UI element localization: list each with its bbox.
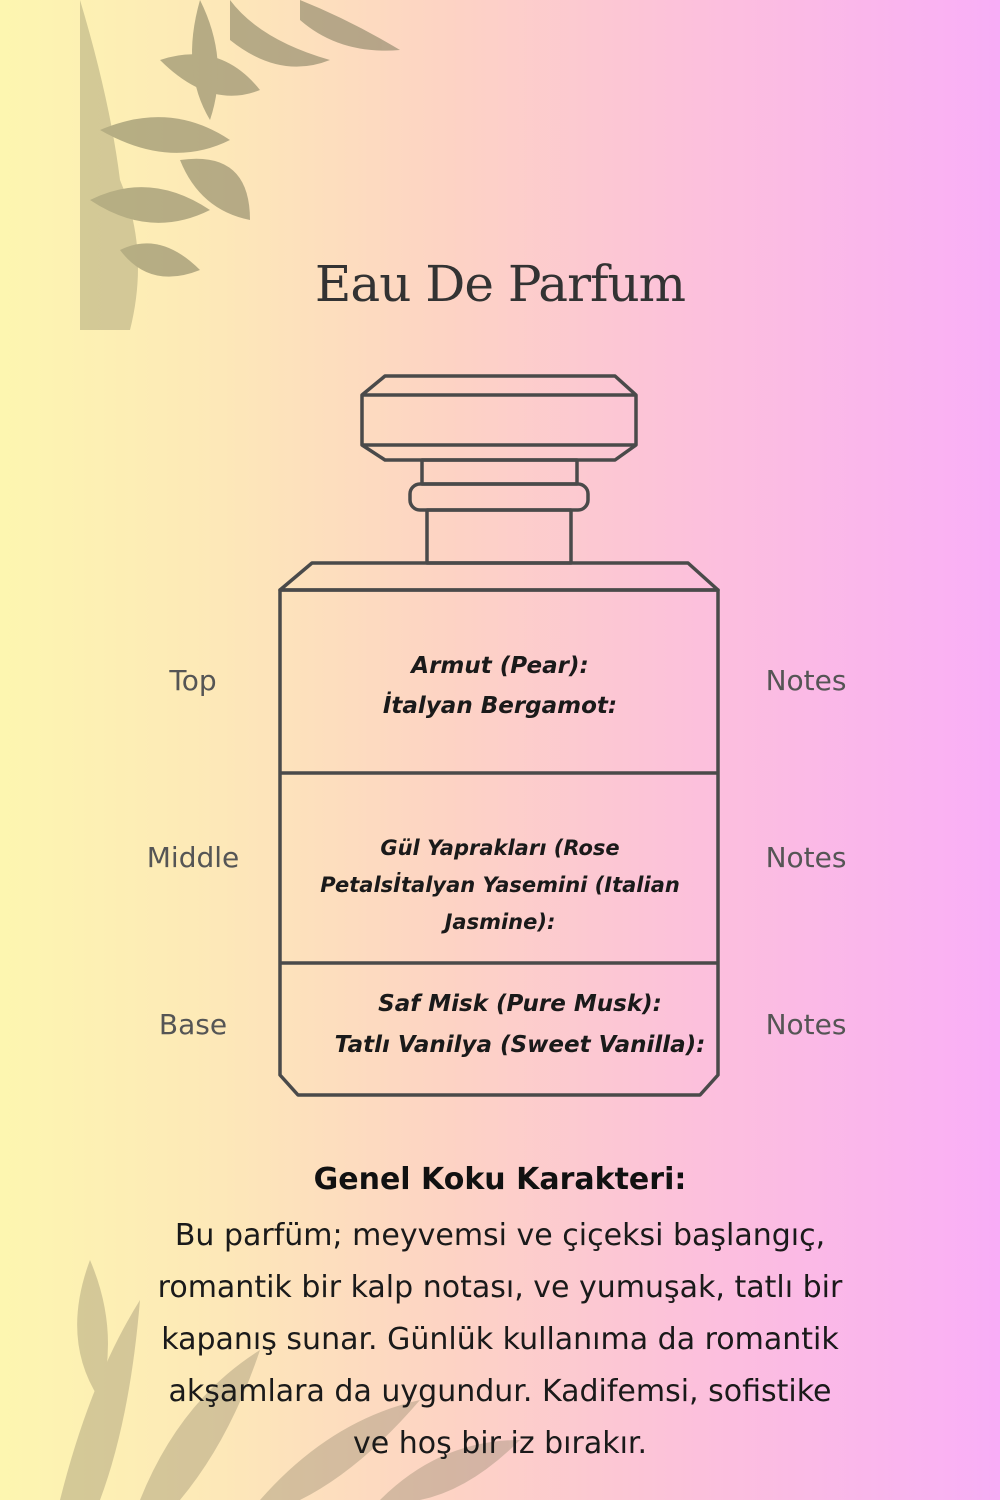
top-notes-label: Notes — [765, 664, 847, 697]
top-label: Top — [169, 664, 217, 697]
middle-notes-label: Notes — [765, 841, 847, 874]
base-notes-label: Notes — [765, 1008, 847, 1041]
bottle-shoulder — [280, 563, 718, 590]
description-heading: Genel Koku Karakteri: — [313, 1162, 687, 1197]
bottle-cap — [362, 376, 636, 460]
base-notes: Saf Misk (Pure Musk): Tatlı Vanilya (Sweet Vanilla): — [334, 991, 706, 1058]
middle-notes: Gül Yaprakları (Rose Petalsİtalyan Yasemini (Italian Jasmine): — [320, 836, 680, 934]
page-title: Eau De Parfum — [314, 255, 686, 313]
bottle-neck — [422, 460, 577, 484]
base-label: Base — [158, 1008, 228, 1041]
middle-label: Middle — [146, 841, 240, 874]
bottle-collar — [410, 484, 588, 510]
description-body: Bu parfüm; meyvemsi ve çiçeksi başlangıç, romantik bir kalp notası, ve yumuşak, tatlı bir kapanış sunar. Günlük kullanıma da romantik akşamlara da uygundur. Kadifemsi, sofistike ve hoş bir iz bırakır. — [157, 1218, 843, 1461]
top-notes: Armut (Pear): İtalyan Bergamot: — [382, 653, 618, 719]
